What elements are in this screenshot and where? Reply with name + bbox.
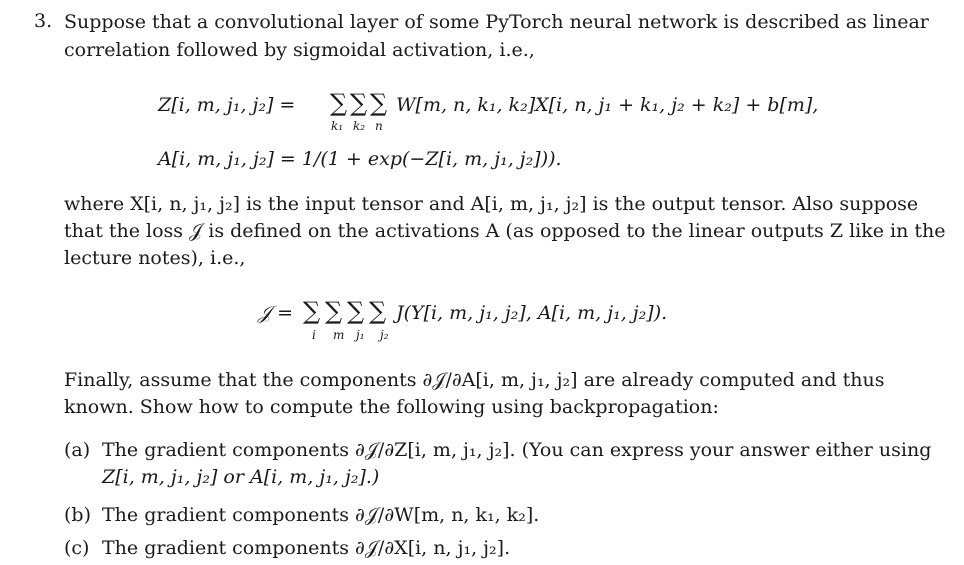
item-c-line-1: The gradient components ∂𝒥/∂X[i, n, j₁, j₂]. (102, 537, 511, 559)
eq3-index-m: m (333, 328, 345, 342)
eq1-sum-k1: ∑ (330, 89, 348, 117)
item-b-line-1: The gradient components ∂𝒥/∂W[m, n, k₁, k₂]. (102, 504, 540, 526)
eq3-index-j2: j₂ (380, 328, 389, 342)
eq3-index-i: i (312, 328, 316, 342)
eq1-sum-k2: ∑ (350, 89, 368, 117)
eq3-sum-j2: ∑ (369, 297, 387, 325)
eq3-rhs: J(Y[i, m, j₁, j₂], A[i, m, j₁, j₂]). (396, 302, 668, 324)
eq3-index-j1: j₁ (356, 328, 365, 342)
item-a-line-1: The gradient components ∂𝒥/∂Z[i, m, j₁, j₂]. (You can express your answer either using (102, 439, 932, 461)
item-a-line-2: Z[i, m, j₁, j₂] or A[i, m, j₁, j₂].) (102, 466, 380, 488)
eq3-sum-m: ∑ (325, 297, 343, 325)
eq2: A[i, m, j₁, j₂] = 1/(1 + exp(−Z[i, m, j₁, j₂])). (158, 148, 562, 170)
para2-line-2: that the loss 𝒥 is defined on the activations A (as opposed to the linear outputs Z like in the (64, 220, 946, 242)
item-b-label: (b) (64, 504, 91, 526)
item-a-label: (a) (64, 439, 91, 461)
item-c-label: (c) (64, 537, 90, 559)
eq3-sum-j1: ∑ (347, 297, 365, 325)
eq1-lhs: Z[i, m, j₁, j₂] = (158, 94, 296, 116)
para2-line-3: lecture notes), i.e., (64, 247, 246, 269)
intro-line-1: Suppose that a convolutional layer of some PyTorch neural network is described as linear (64, 11, 929, 33)
para3-line-2: known. Show how to compute the following using backpropagation: (64, 396, 719, 418)
eq1-rhs: W[m, n, k₁, k₂]X[i, n, j₁ + k₁, j₂ + k₂] + b[m], (396, 94, 819, 116)
intro-line-2: correlation followed by sigmoidal activation, i.e., (64, 39, 535, 61)
eq1-index-k2: k₂ (353, 119, 366, 133)
eq1-sum-n: ∑ (370, 89, 388, 117)
para2-line-1: where X[i, n, j₁, j₂] is the input tensor and A[i, m, j₁, j₂] is the output tensor. Also suppose (64, 193, 919, 215)
eq1-index-n: n (375, 119, 383, 133)
para3-line-1: Finally, assume that the components ∂𝒥/∂A[i, m, j₁, j₂] are already computed and thus (64, 369, 885, 391)
problem-number: 3. (34, 10, 53, 32)
eq1-index-k1: k₁ (331, 119, 344, 133)
eq3-lhs: 𝒥 = (258, 302, 294, 324)
eq3-sum-i: ∑ (303, 297, 321, 325)
